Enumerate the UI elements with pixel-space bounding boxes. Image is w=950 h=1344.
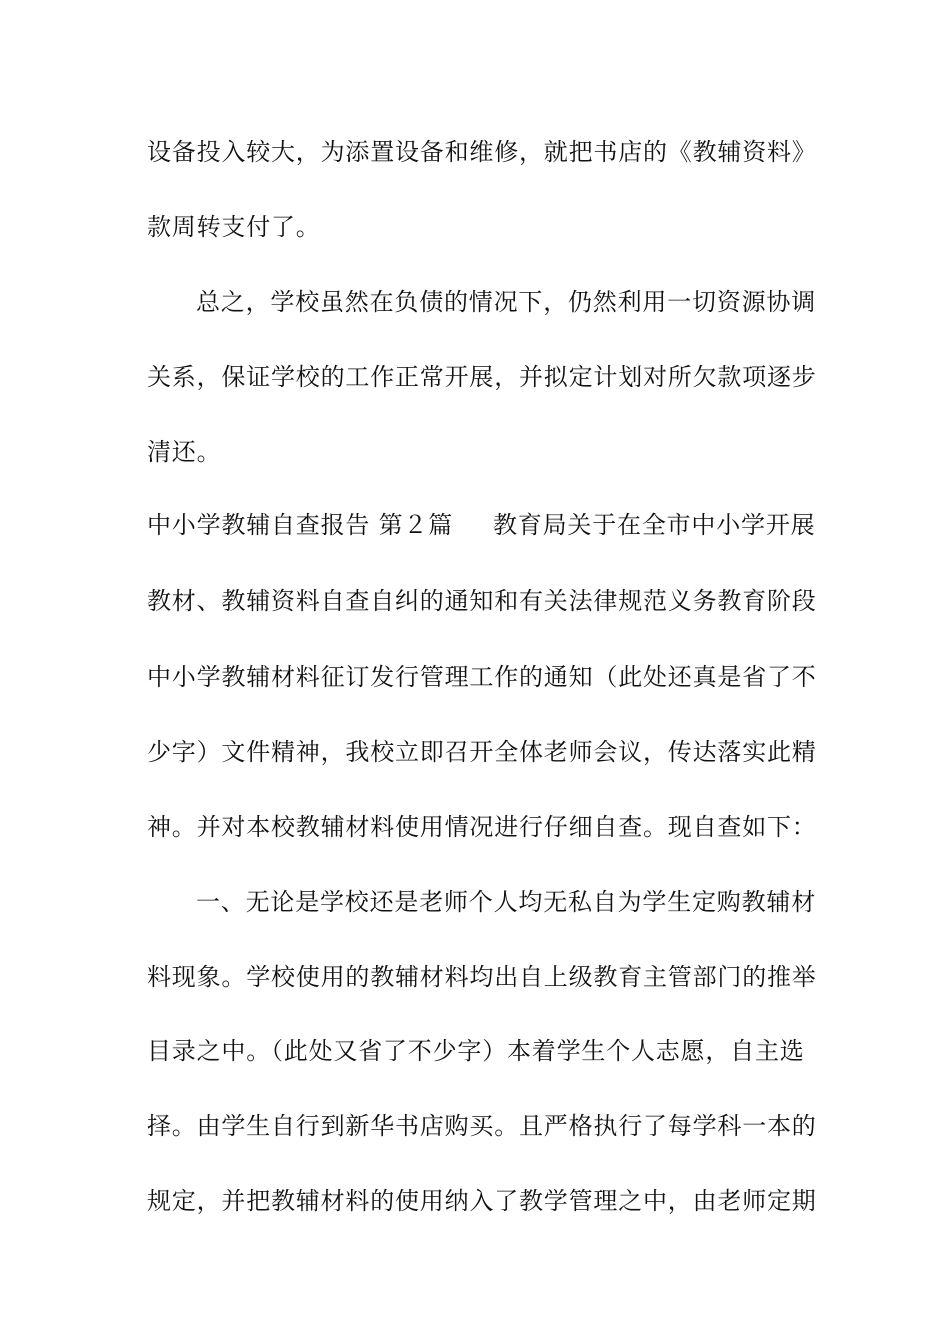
section-heading-line	[147, 510, 816, 540]
paragraph-line: 神。并对本校教辅材料使用情况进行仔细自查。现自查如下：	[147, 813, 817, 841]
paragraph-line: 目录之中。（此处又省了不少字）本着学生个人志愿，自主选	[147, 1037, 805, 1065]
section-heading-continuation: 教育局关于在全市中小学开展	[493, 511, 816, 539]
paragraph-line: 规定，并把教辅材料的使用纳入了教学管理之中，由老师定期	[147, 1187, 817, 1215]
paragraph-line: 择。由学生自行到新华书店购买。且严格执行了每学科一本的	[147, 1112, 817, 1140]
paragraph-line: 清还。	[147, 438, 222, 466]
paragraph-line: 料现象。学校使用的教辅材料均出自上级教育主管部门的推举	[147, 963, 817, 991]
section-title: 中小学教辅自查报告 第２篇	[147, 511, 454, 539]
paragraph-line: 一、无论是学校还是老师个人均无私自为学生定购教辅材	[196, 888, 816, 916]
paragraph-line: 总之，学校虽然在负债的情况下，仍然利用一切资源协调	[196, 288, 816, 316]
paragraph-line: 少字）文件精神，我校立即召开全体老师会议，传达落实此精	[147, 738, 817, 766]
paragraph-line: 教材、教辅资料自查自纠的通知和有关法律规范义务教育阶段	[147, 587, 817, 615]
paragraph-line: 设备投入较大，为添置设备和维修，就把书店的《教辅资料》	[147, 138, 817, 166]
paragraph-line: 款周转支付了。	[147, 213, 321, 241]
paragraph-line: 关系，保证学校的工作正常开展，并拟定计划对所欠款项逐步	[147, 363, 817, 391]
paragraph-line: 中小学教辅材料征订发行管理工作的通知（此处还真是省了不	[147, 663, 817, 691]
